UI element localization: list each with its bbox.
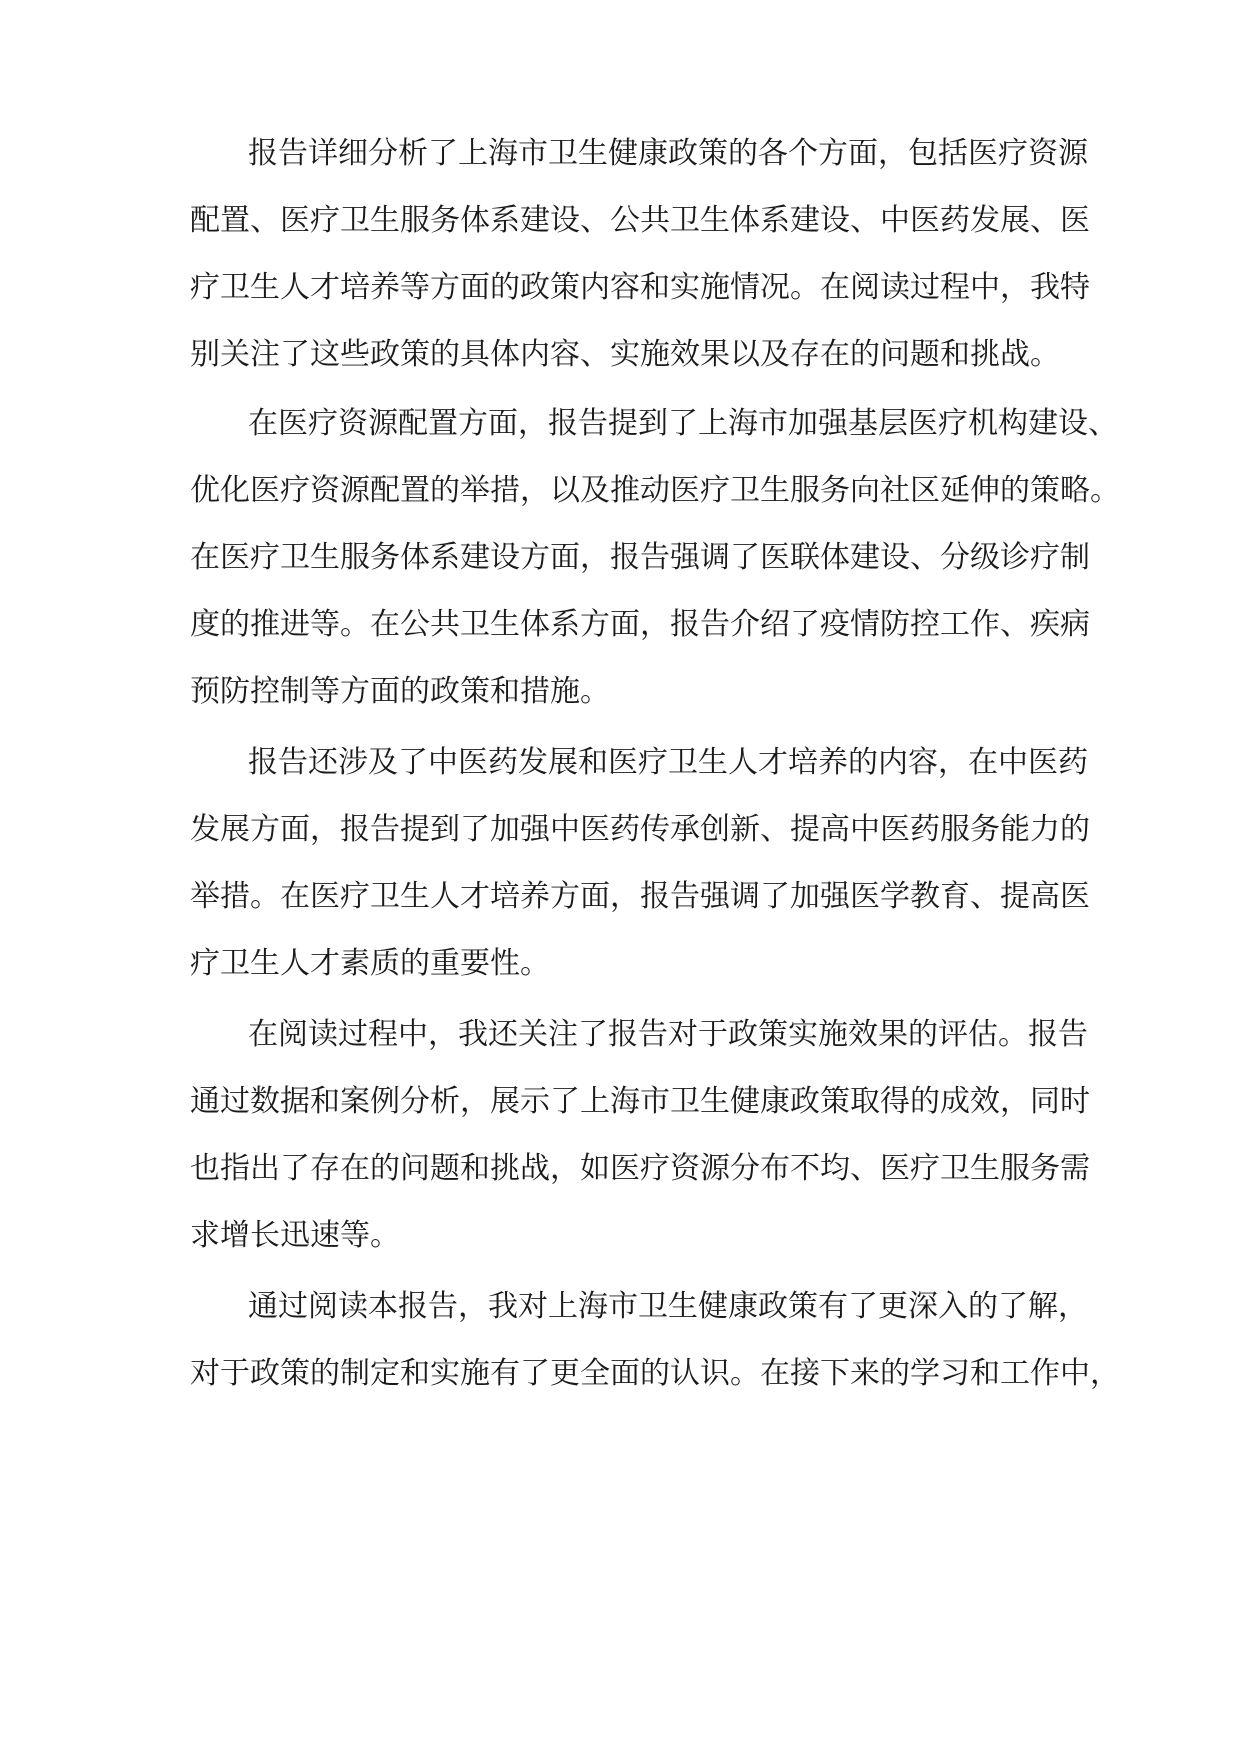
- text-line: 预防控制等方面的政策和措施。: [190, 674, 610, 709]
- text-line: 疗卫生人才培养等方面的政策内容和实施情况。在阅读过程中，我特: [190, 270, 1090, 305]
- text-line: 在阅读过程中，我还关注了报告对于政策实施效果的评估。报告: [248, 1017, 1088, 1052]
- text-line: 发展方面，报告提到了加强中医药传承创新、提高中医药服务能力的: [190, 812, 1090, 847]
- text-line: 对于政策的制定和实施有了更全面的认识。在接下来的学习和工作中，: [190, 1356, 1120, 1391]
- text-line: 报告还涉及了中医药发展和医疗卫生人才培养的内容，在中医药: [248, 745, 1088, 780]
- text-line: 举措。在医疗卫生人才培养方面，报告强调了加强医学教育、提高医: [190, 879, 1090, 914]
- text-line: 在医疗卫生服务体系建设方面，报告强调了医联体建设、分级诊疗制: [190, 540, 1090, 575]
- text-line: 报告详细分析了上海市卫生健康政策的各个方面，包括医疗资源: [248, 136, 1088, 171]
- text-line: 也指出了存在的问题和挑战，如医疗资源分布不均、医疗卫生服务需: [190, 1151, 1090, 1186]
- text-line: 别关注了这些政策的具体内容、实施效果以及存在的问题和挑战。: [190, 337, 1060, 372]
- text-line: 通过阅读本报告，我对上海市卫生健康政策有了更深入的了解，: [248, 1289, 1088, 1324]
- text-line: 配置、医疗卫生服务体系建设、公共卫生体系建设、中医药发展、医: [190, 203, 1090, 238]
- text-line: 在医疗资源配置方面，报告提到了上海市加强基层医疗机构建设、: [248, 406, 1118, 441]
- text-line: 疗卫生人才素质的重要性。: [190, 946, 550, 981]
- text-line: 优化医疗资源配置的举措，以及推动医疗卫生服务向社区延伸的策略。: [190, 473, 1120, 508]
- text-line: 求增长迅速等。: [190, 1218, 400, 1253]
- text-line: 度的推进等。在公共卫生体系方面，报告介绍了疫情防控工作、疾病: [190, 607, 1090, 642]
- text-line: 通过数据和案例分析，展示了上海市卫生健康政策取得的成效，同时: [190, 1084, 1090, 1119]
